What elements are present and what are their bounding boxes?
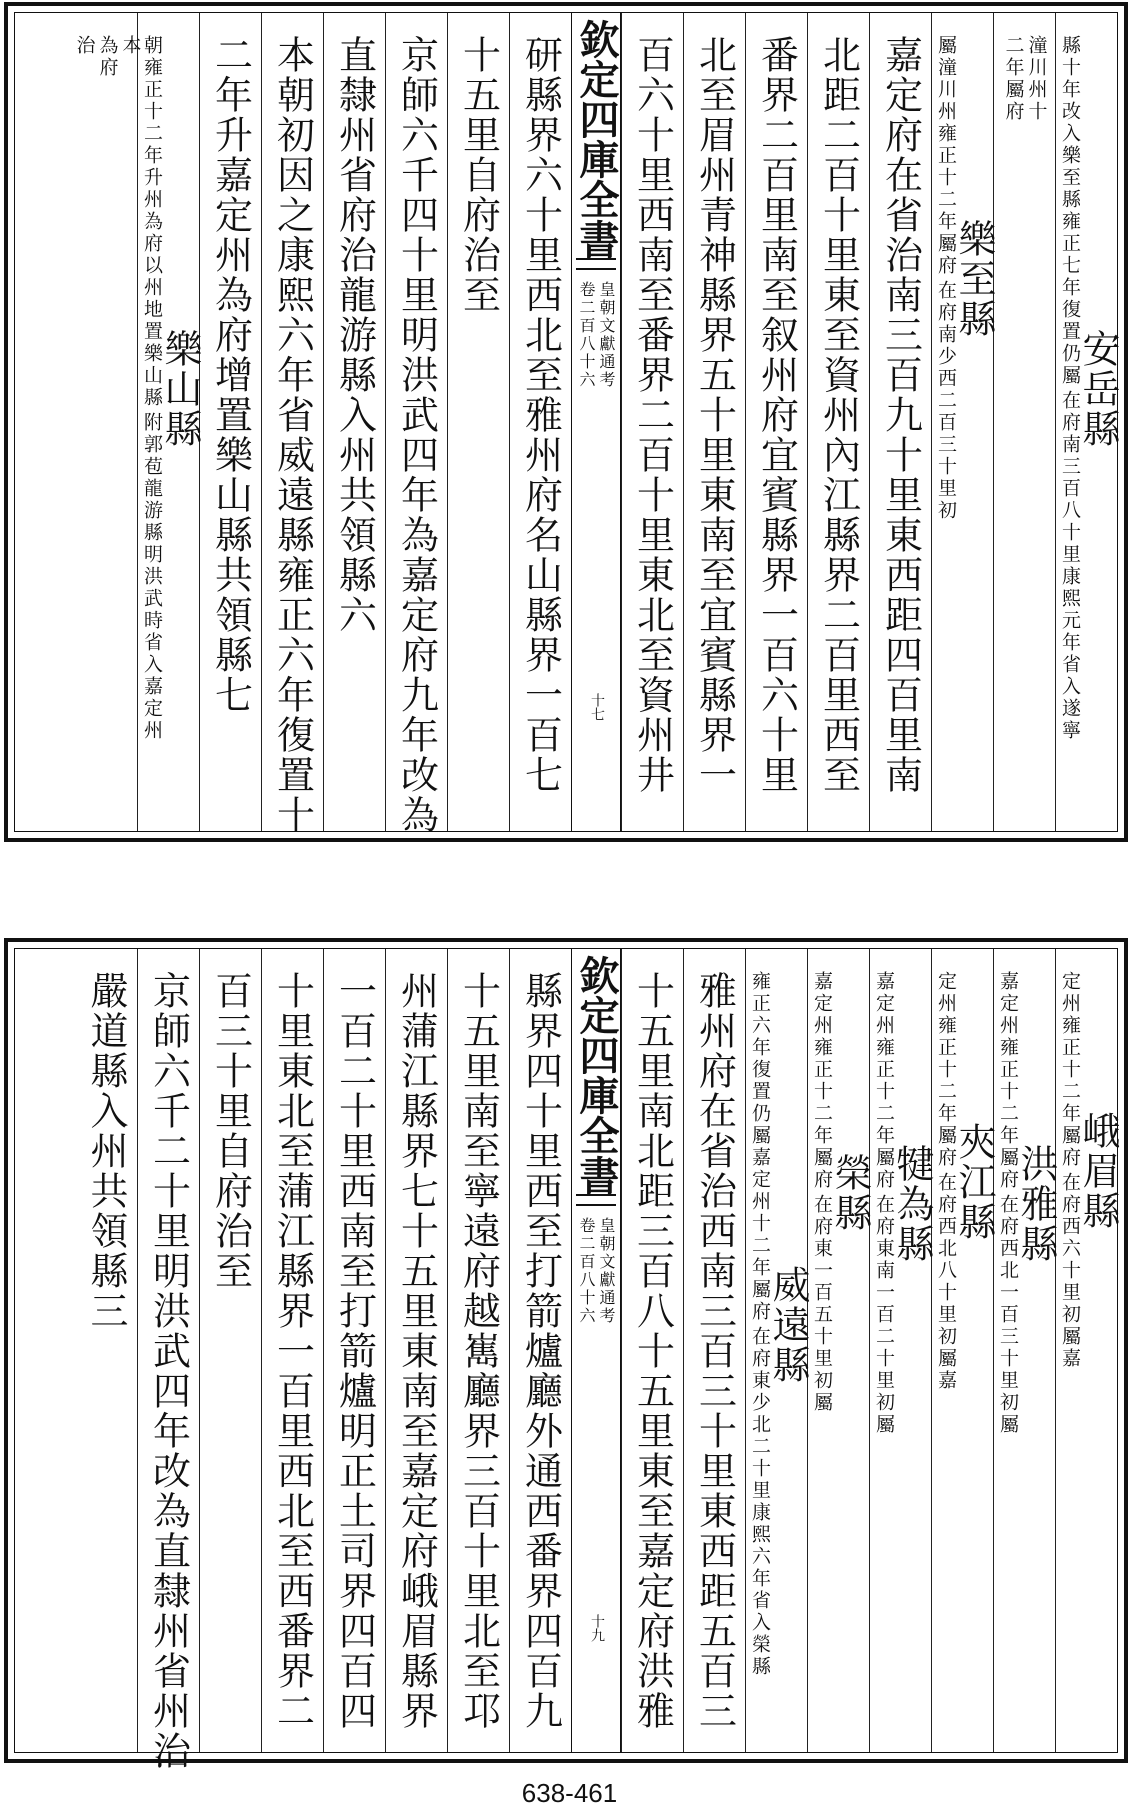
column-text: 北距二百十里東至資州內江縣界二百里西至 [816,35,861,795]
text-column [745,949,810,1752]
text-column [869,13,931,831]
note-line: 在府南少西二百三十里初 [935,280,957,522]
text-column [683,949,745,1752]
county-name: 威遠縣 [766,1264,810,1385]
county-name: 榮縣 [828,1152,872,1233]
county-entry [746,971,810,1678]
county-name: 樂山縣 [158,328,202,449]
text-column [621,949,683,1752]
column-text: 縣界四十里西至打箭爐廳外通西番界四百九 [518,971,563,1731]
folio-number: 十九 [589,1614,605,1642]
source-title [572,281,620,389]
county-note [812,971,831,1414]
text-column [199,949,261,1752]
text-column [199,13,261,831]
note-line: 雍正六年復置仍屬嘉定州十二年屬府 [749,971,771,1323]
text-column [869,949,934,1752]
column-text: 十里東北至蒲江縣界一百里西北至西番界二 [270,971,315,1731]
county-name: 峨眉縣 [1076,1110,1120,1231]
note-line: 在府西北一百三十里初屬 [997,1194,1019,1436]
note-line: 在府東南一百二十里初屬 [873,1194,895,1436]
source-line: 卷二百八十六 [577,1217,596,1325]
text-column [1055,13,1120,831]
column-text: 州蒲江縣界七十五里東南至嘉定府峨眉縣界 [394,971,439,1731]
text-column [745,13,807,831]
county-entry [994,971,1058,1436]
text-column [931,949,996,1752]
source-title [572,1217,620,1325]
county-note [998,971,1017,1436]
note-line: 嘉定州雍正十二年屬府 [873,971,895,1191]
note-line: 在府西北八十里初屬嘉 [935,1172,957,1392]
text-column [683,13,745,831]
text-column [1055,949,1120,1752]
column-text: 京師六千四十里明洪武四年為嘉定府九年改為 [394,35,439,835]
text-column [261,949,323,1752]
column-text: 番界二百里南至叙州府宜賓縣界一百六十里 [754,35,799,795]
county-note [142,35,161,742]
column-text: 研縣界六十里西北至雅州府名山縣界一百七 [518,35,563,795]
county-note [750,971,769,1678]
column-text: 嘉定府在省治南三百九十里東西距四百里南 [878,35,923,795]
note-line: 嘉定州雍正十二年屬府 [811,971,833,1191]
text-column [323,13,385,831]
note-line: 縣十年改入樂至縣雍正七年復置仍屬 [1059,35,1081,387]
column-text: 十五里南北距三百八十五里東至嘉定府洪雅 [630,971,675,1731]
note-line: 屬潼川州雍正十二年屬府 [935,35,957,277]
county-entry [870,971,934,1436]
column-text: 京師六千二十里明洪武四年改為直隸州省州治 [146,971,191,1771]
center-header [571,949,621,1752]
text-column [993,13,1055,831]
county-name: 洪雅縣 [1014,1143,1058,1264]
annotation-note [73,35,142,79]
text-column [385,13,447,835]
county-note [874,971,893,1436]
bottom-page-columns [14,948,1120,1771]
county-entry [932,971,996,1392]
column-text: 北至眉州青神縣界五十里東南至宜賓縣界一 [692,35,737,795]
top-page [4,2,1128,842]
note-line: 嘉定州雍正十二年屬府 [997,971,1019,1191]
column-text: 本朝初因之康熙六年省威遠縣雍正六年復置十 [270,35,315,835]
source-line: 皇朝文獻通考 [597,1217,616,1325]
county-note [936,971,955,1392]
text-column [807,949,872,1752]
county-name: 樂至縣 [952,218,996,339]
note-line: 朝雍正十二年升州為府以州地置樂山縣 [141,35,163,409]
note-line: 在府東一百五十里初屬 [811,1194,833,1414]
note-line: 在府西六十里初屬嘉 [1059,1172,1081,1370]
note-line: 附郭苞龍游縣明洪武時省入嘉定州 [141,412,163,742]
text-column [931,13,996,831]
column-text: 十五里南至寧遠府越嶲廳界三百十里北至邛 [456,971,501,1731]
annotation-note [994,35,1055,123]
county-entry [932,35,996,522]
book-title: 欽定四庫全書 [573,19,620,259]
text-column [73,13,142,831]
page-number: 638-461 [521,1778,618,1808]
note-line: 在府東少北二十里康熙六年省入榮縣 [749,1326,771,1678]
column-text: 十五里自府治至 [456,35,501,315]
text-column [75,949,137,1752]
column-text: 二年升嘉定州為府增置樂山縣共領縣七 [208,35,253,715]
source-line: 卷二百八十六 [577,281,596,389]
text-column [621,13,683,831]
county-entry [138,35,202,742]
folio-number: 十七 [589,693,605,721]
fishtail-band [576,1194,616,1206]
column-text: 直隸州省府治龍游縣入州共領縣六 [332,35,377,635]
fishtail-band [576,258,616,270]
text-column [137,13,202,831]
county-note [1060,971,1079,1370]
county-note [1060,35,1079,742]
bottom-page [4,938,1128,1771]
text-column [993,949,1058,1752]
note-line: 為府 [96,35,119,79]
note-line: 二年屬府 [1002,35,1025,123]
text-column [807,13,869,831]
note-line: 定州雍正十二年屬府 [1059,971,1081,1169]
note-line: 在府南三百八十里康熙元年省入遂寧 [1059,390,1081,742]
county-name: 夾江縣 [952,1121,996,1242]
text-column [385,949,447,1752]
county-entry [1056,971,1120,1370]
column-text: 嚴道縣入州共領縣三 [84,971,128,1331]
center-header [571,13,621,831]
note-line: 定州雍正十二年屬府 [935,971,957,1169]
county-entry [1056,35,1120,742]
text-column [323,949,385,1752]
text-column [447,13,509,831]
column-text: 百六十里西南至番界二百十里東北至資州井 [630,35,675,795]
book-title: 欽定四庫全書 [573,955,620,1195]
note-line: 本 [119,35,142,57]
text-column [509,13,571,831]
column-text: 雅州府在省治西南三百三十里東西距五百三 [692,971,737,1731]
county-entry [808,971,872,1414]
text-column [447,949,509,1752]
text-column [509,949,571,1752]
county-name: 犍為縣 [890,1143,934,1264]
county-name: 安岳縣 [1076,328,1120,449]
text-column [137,949,199,1771]
text-column [261,13,323,835]
column-text: 百三十里自府治至 [208,971,253,1291]
column-text: 一百二十里西南至打箭爐明正土司界四百四 [332,971,377,1731]
source-line: 皇朝文獻通考 [597,281,616,389]
top-page-columns [14,12,1120,835]
note-line: 治 [73,35,96,57]
note-line: 潼川州十 [1025,35,1048,123]
county-note [936,35,955,522]
